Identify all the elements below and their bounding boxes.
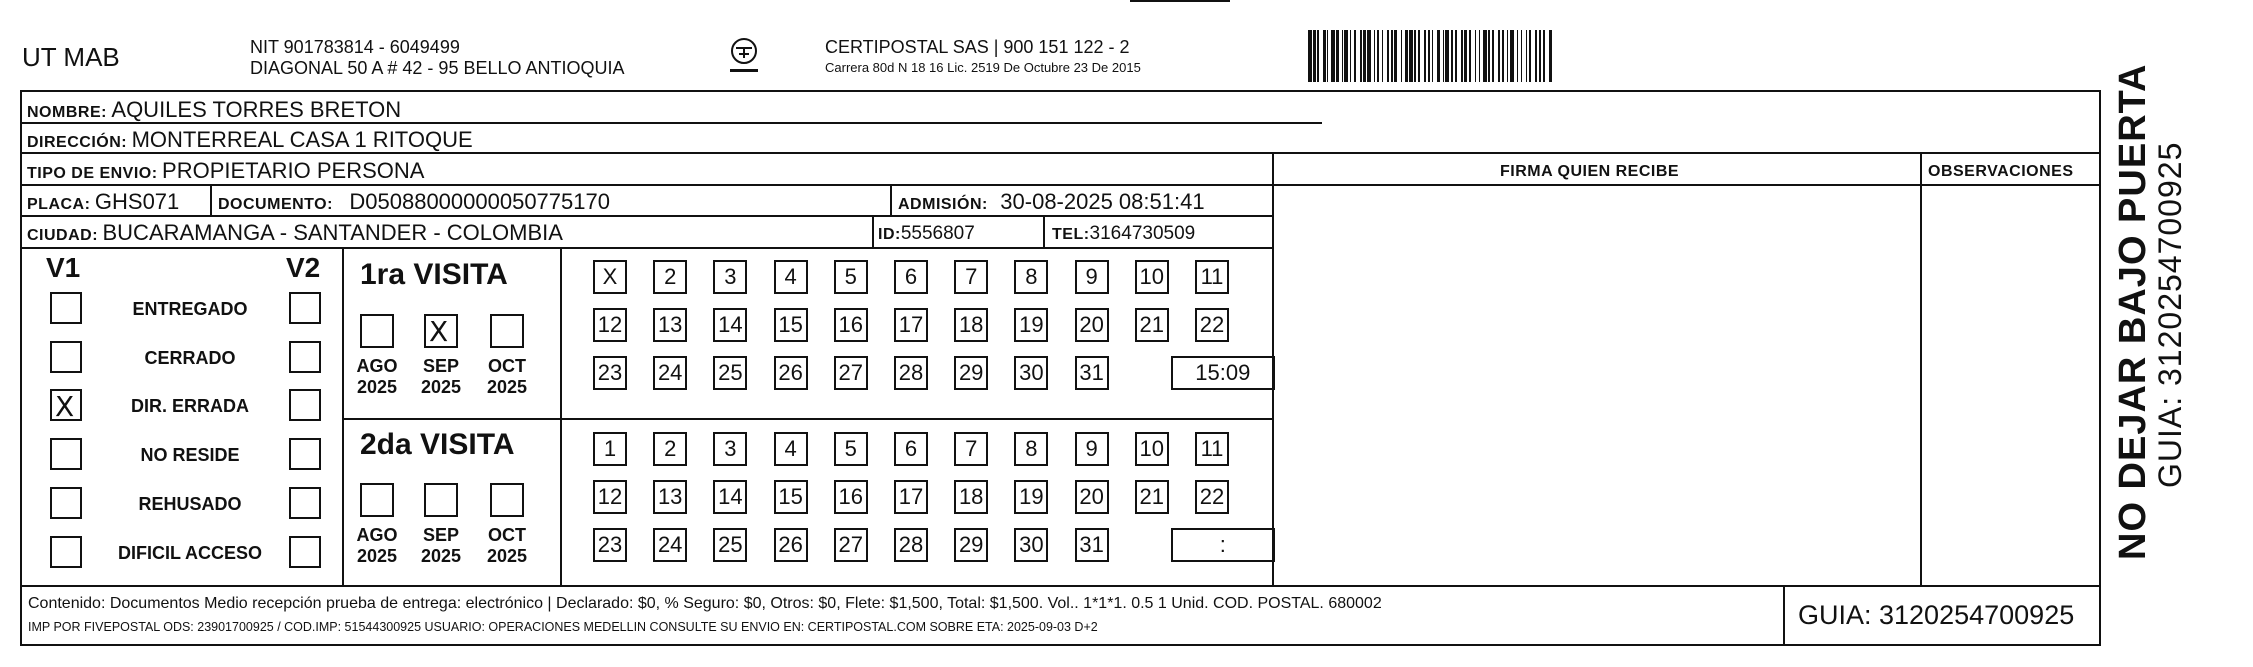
day-box[interactable]: 2 [653, 432, 687, 466]
day-box[interactable]: 19 [1014, 308, 1048, 342]
footer-guia: GUIA: 3120254700925 [1798, 600, 2075, 630]
v1-status-checkbox[interactable] [50, 536, 82, 568]
day-box[interactable]: 19 [1014, 480, 1048, 514]
carrier-license: Carrera 80d N 18 16 Lic. 2519 De Octubre 23 De 2015 [825, 60, 1141, 75]
v1-status-checkbox[interactable] [50, 389, 82, 421]
day-box[interactable]: 13 [653, 308, 687, 342]
day-box[interactable]: 31 [1075, 528, 1109, 562]
day-box[interactable]: 9 [1075, 260, 1109, 294]
status-option-label: REHUSADO [138, 494, 242, 514]
observaciones-header: OBSERVACIONES [1928, 163, 2074, 180]
day-box[interactable]: 12 [593, 308, 627, 342]
footer-contents: Contenido: Documentos Medio recepción prueba de entrega: electrónico | Declarado: $0, % Seguro: $0, Otros: $0, Flete: $1,500, Total: $1,500. Vol.. 1*1*1. 0.5 1 Unid. COD. POSTAL. 680002 [28, 595, 1382, 612]
v1-status-checkbox[interactable] [50, 438, 82, 470]
month-label: SEP 2025 [420, 525, 462, 566]
day-box[interactable]: 17 [894, 308, 928, 342]
day-box[interactable]: 27 [834, 528, 868, 562]
day-box[interactable]: 31 [1075, 356, 1109, 390]
day-box[interactable]: 26 [774, 528, 808, 562]
v2-status-checkbox[interactable] [289, 536, 321, 568]
no-dejar-warning: NO DEJAR BAJO PUERTA [2112, 63, 2154, 560]
day-box[interactable]: 13 [653, 480, 687, 514]
top-edge-line [1130, 0, 1230, 2]
carrier-name: CERTIPOSTAL SAS | 900 151 122 - 2 [825, 37, 1130, 57]
status-option-label: CERRADO [144, 348, 236, 368]
day-box[interactable]: 3 [713, 432, 747, 466]
day-box[interactable]: 21 [1135, 308, 1169, 342]
day-box[interactable]: 15 [774, 480, 808, 514]
admision-value: 30-08-2025 08:51:41 [1000, 189, 1205, 214]
side-guia: GUIA: 3120254700925 [2152, 141, 2188, 488]
day-box[interactable]: 24 [653, 528, 687, 562]
day-box[interactable]: 25 [713, 356, 747, 390]
day-box[interactable]: 30 [1014, 528, 1048, 562]
day-box[interactable]: 23 [593, 528, 627, 562]
admision-label: ADMISIÓN: [898, 196, 988, 213]
status-option-label: DIR. ERRADA [130, 396, 249, 416]
v2-status-checkbox[interactable] [289, 487, 321, 519]
day-box[interactable]: 29 [954, 356, 988, 390]
month-checkbox[interactable] [490, 483, 524, 517]
ciudad-label: CIUDAD: [27, 227, 99, 244]
day-box[interactable]: 18 [954, 480, 988, 514]
day-box[interactable]: 29 [954, 528, 988, 562]
visit1-title: 1ra VISITA [360, 258, 508, 291]
month-mark: X [429, 315, 449, 348]
documento-label: DOCUMENTO: [218, 196, 333, 213]
day-box[interactable]: 26 [774, 356, 808, 390]
day-box[interactable]: 16 [834, 480, 868, 514]
day-box[interactable]: 8 [1014, 260, 1048, 294]
status-option-label: NO RESIDE [140, 445, 240, 465]
day-box[interactable]: 28 [894, 356, 928, 390]
day-box[interactable]: 6 [894, 260, 928, 294]
day-box[interactable]: 11 [1195, 260, 1229, 294]
month-checkbox[interactable] [424, 483, 458, 517]
tipo-envio-label: TIPO DE ENVIO: [27, 165, 158, 182]
day-box[interactable]: 22 [1195, 480, 1229, 514]
month-label: AGO 2025 [356, 356, 398, 397]
barcode-bar [1552, 30, 1553, 82]
day-box[interactable]: 14 [713, 480, 747, 514]
month-label: AGO 2025 [356, 525, 398, 566]
day-box[interactable]: 10 [1135, 260, 1169, 294]
day-box[interactable]: 27 [834, 356, 868, 390]
day-box[interactable]: 22 [1195, 308, 1229, 342]
day-box[interactable]: 15 [774, 308, 808, 342]
nombre-label: NOMBRE: [27, 104, 107, 121]
day-box[interactable]: 30 [1014, 356, 1048, 390]
day-box[interactable]: 7 [954, 432, 988, 466]
documento-value: D05088000000050775170 [349, 189, 610, 214]
status-option-label: DIFICIL ACCESO [117, 543, 262, 563]
day-box[interactable]: 14 [713, 308, 747, 342]
v2-status-checkbox[interactable] [289, 292, 321, 324]
month-label: OCT 2025 [486, 525, 528, 566]
day-box[interactable]: 5 [834, 260, 868, 294]
ciudad-value: BUCARAMANGA - SANTANDER - COLOMBIA [102, 220, 563, 245]
day-box[interactable]: X [593, 260, 627, 294]
v1-status-checkbox[interactable] [50, 292, 82, 324]
direccion-label: DIRECCIÓN: [27, 134, 128, 151]
certipostal-logo [726, 36, 762, 80]
tipo-envio-value: PROPIETARIO PERSONA [162, 158, 425, 183]
day-box[interactable]: 20 [1075, 480, 1109, 514]
company-name: UT MAB [22, 42, 120, 72]
month-checkbox[interactable] [490, 314, 524, 348]
sender-nit: NIT 901783814 - 6049499 [250, 37, 460, 57]
time-box[interactable]: : [1171, 528, 1275, 562]
day-box[interactable]: 7 [954, 260, 988, 294]
day-box[interactable]: 2 [653, 260, 687, 294]
day-box[interactable]: 3 [713, 260, 747, 294]
placa-value: GHS071 [94, 189, 180, 214]
v1-status-mark: X [55, 390, 75, 423]
placa-label: PLACA: [27, 196, 91, 213]
day-box[interactable]: 4 [774, 432, 808, 466]
day-box[interactable]: 20 [1075, 308, 1109, 342]
day-box[interactable]: 10 [1135, 432, 1169, 466]
id-label: ID: [878, 226, 901, 243]
day-box[interactable]: 8 [1014, 432, 1048, 466]
day-box[interactable]: 12 [593, 480, 627, 514]
time-box[interactable]: 15:09 [1171, 356, 1275, 390]
day-box[interactable]: 17 [894, 480, 928, 514]
day-box[interactable]: 23 [593, 356, 627, 390]
day-box[interactable]: 6 [894, 432, 928, 466]
month-label: OCT 2025 [486, 356, 528, 397]
v1-header: V1 [46, 252, 81, 283]
month-checkbox[interactable] [360, 483, 394, 517]
v1-status-checkbox[interactable] [50, 487, 82, 519]
month-checkbox[interactable] [424, 314, 458, 348]
day-box[interactable]: 18 [954, 308, 988, 342]
day-box[interactable]: 28 [894, 528, 928, 562]
status-option-label: ENTREGADO [132, 299, 248, 319]
v2-status-checkbox[interactable] [289, 438, 321, 470]
nombre-value: AQUILES TORRES BRETON [111, 97, 402, 122]
id-value: 5556807 [900, 223, 975, 244]
month-checkbox[interactable] [360, 314, 394, 348]
barcode [1308, 30, 1553, 82]
v2-status-checkbox[interactable] [289, 341, 321, 373]
v2-status-checkbox[interactable] [289, 389, 321, 421]
day-box[interactable]: 5 [834, 432, 868, 466]
month-label: SEP 2025 [420, 356, 462, 397]
day-box[interactable]: 1 [593, 432, 627, 466]
v1-status-checkbox[interactable] [50, 341, 82, 373]
visit2-title: 2da VISITA [360, 428, 515, 461]
day-box[interactable]: 9 [1075, 432, 1109, 466]
direccion-value: MONTERREAL CASA 1 RITOQUE [131, 127, 473, 152]
v2-header: V2 [286, 252, 321, 283]
firma-header: FIRMA QUIEN RECIBE [1500, 163, 1680, 180]
tel-value: 3164730509 [1089, 223, 1196, 244]
day-box[interactable]: 25 [713, 528, 747, 562]
day-box[interactable]: 24 [653, 356, 687, 390]
day-box[interactable]: 21 [1135, 480, 1169, 514]
day-box[interactable]: 11 [1195, 432, 1229, 466]
day-box[interactable]: 4 [774, 260, 808, 294]
tel-label: TEL: [1052, 226, 1090, 243]
sender-address: DIAGONAL 50 A # 42 - 95 BELLO ANTIOQUIA [250, 58, 625, 78]
footer-print-info: IMP POR FIVEPOSTAL ODS: 23901700925 / COD.IMP: 51544300925 USUARIO: OPERACIONES MEDELLIN CONSULTE SU ENVIO EN: CERTIPOSTAL.COM SOBRE ETA: 2025-09-03 D+2 [28, 620, 1098, 634]
day-box[interactable]: 16 [834, 308, 868, 342]
